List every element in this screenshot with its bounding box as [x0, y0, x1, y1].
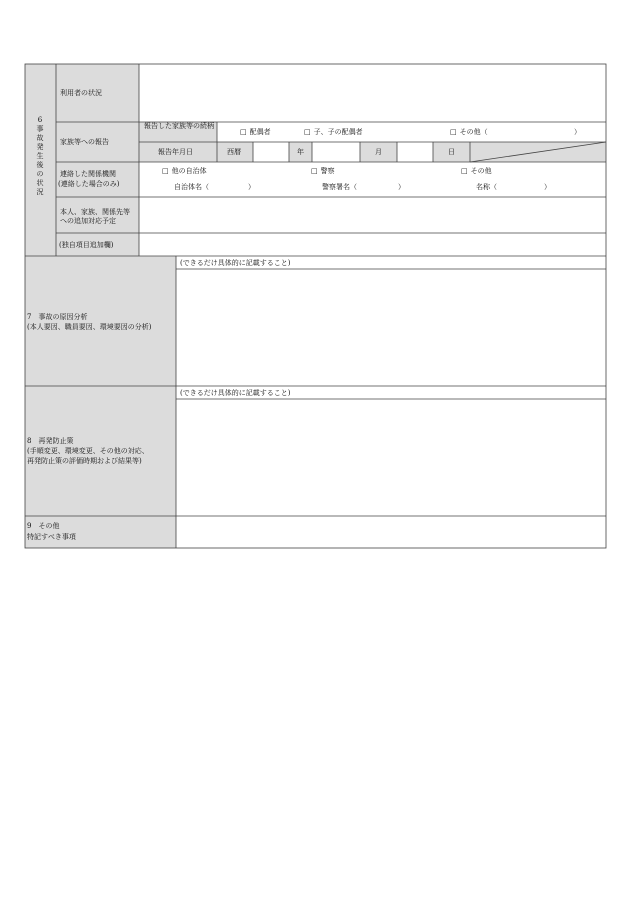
year-input[interactable]	[254, 143, 288, 161]
date-label: 報告年月日	[158, 148, 193, 156]
day-input[interactable]	[398, 143, 432, 161]
option-child[interactable]: □ 子、子の配偶者	[304, 128, 363, 136]
municipality-name-open: 自治体名（	[174, 183, 209, 191]
section9-subtitle: 特記すべき事項	[27, 533, 76, 541]
option-spouse[interactable]: □ 配偶者	[240, 128, 271, 136]
section8-input[interactable]	[177, 400, 605, 515]
additional-input[interactable]	[140, 198, 605, 232]
checkbox-icon[interactable]: □	[162, 167, 169, 175]
checkbox-icon[interactable]: □	[450, 128, 457, 136]
additional-label-line1: 本人、家族、関係先等	[60, 208, 130, 216]
month-label: 月	[375, 148, 382, 156]
agencies-label-line1: 連絡した関係機関	[60, 170, 116, 178]
relation-label: 報告した家族等の続柄	[144, 122, 214, 130]
section8-subtitle2: 再発防止策の評価時期および結果等)	[27, 457, 142, 465]
other-name-open: 名称（	[476, 183, 497, 191]
era-label: 西暦	[227, 148, 241, 156]
section8-title: 8 再発防止策	[27, 437, 74, 445]
agency-other[interactable]: □ その他	[461, 167, 492, 175]
section7-note: (できるだけ具体的に記載すること)	[180, 259, 291, 267]
checkbox-icon[interactable]: □	[240, 128, 247, 136]
family-report-label: 家族等への報告	[60, 138, 109, 146]
police-name-close: ）	[398, 183, 405, 191]
police-name-open: 警察署名（	[322, 183, 357, 191]
year-label: 年	[297, 148, 304, 156]
user-status-input[interactable]	[140, 65, 605, 121]
section6-vertical-label: 6 事 故 発 生 後 の 状 況	[36, 116, 44, 196]
municipality-name-close: ）	[248, 183, 255, 191]
section9-title: 9 その他	[27, 522, 60, 530]
custom-label: (独自項目追加欄)	[59, 241, 114, 249]
agencies-label-line2: (連絡した場合のみ)	[58, 180, 120, 188]
section7-subtitle: (本人要因、職員要因、環境要因の分析)	[27, 323, 152, 331]
section7-title: 7 事故の原因分析	[27, 313, 88, 321]
month-input[interactable]	[313, 143, 359, 161]
checkbox-icon[interactable]: □	[311, 167, 318, 175]
section7-input[interactable]	[177, 270, 605, 385]
checkbox-icon[interactable]: □	[461, 167, 468, 175]
day-label: 日	[448, 148, 455, 156]
agency-other-municipality[interactable]: □ 他の自治体	[162, 167, 207, 175]
option-other[interactable]: □ その他（	[450, 128, 488, 136]
other-name-close: ）	[544, 183, 551, 191]
agency-police[interactable]: □ 警察	[311, 167, 335, 175]
checkbox-icon[interactable]: □	[304, 128, 311, 136]
option-other-close: ）	[574, 128, 581, 136]
custom-input[interactable]	[140, 234, 605, 255]
section8-note: (できるだけ具体的に記載すること)	[180, 389, 291, 397]
section9-input[interactable]	[177, 517, 605, 547]
section8-subtitle1: (手順変更、環境変更、その他の対応、	[27, 447, 149, 455]
additional-label-line2: への追加対応予定	[60, 217, 116, 225]
user-status-label: 利用者の状況	[60, 89, 102, 97]
